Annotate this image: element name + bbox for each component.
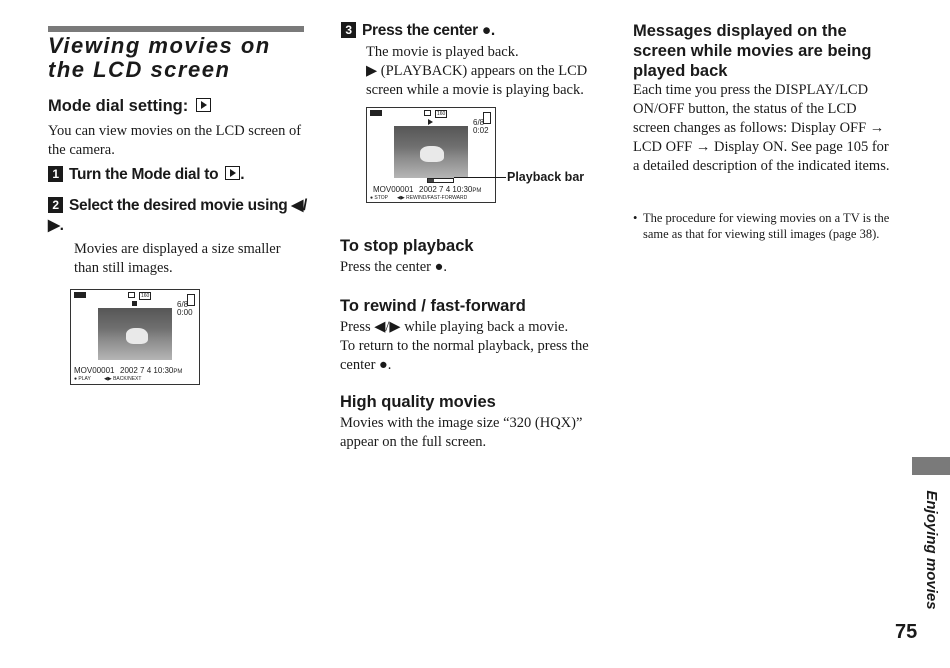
image-counter: 6/8 (177, 300, 189, 309)
bullet-mark: • (633, 211, 638, 225)
page-number: 75 (895, 621, 918, 643)
back-next-hint: ◀▶ BACK/NEXT (104, 376, 142, 382)
stop-playback-heading: To stop playback (340, 237, 474, 255)
file-name: MOV00001 (373, 185, 414, 194)
step-1: 1 Turn the Mode dial to . (48, 165, 308, 185)
step-3-body-line1: The movie is played back. (366, 44, 519, 60)
step-3-text: Press the center ●. (362, 22, 495, 39)
image-counter: 6/8 (473, 118, 485, 127)
stop-hint: ● STOP (370, 195, 388, 201)
step-3-body (366, 43, 601, 100)
title-rule (48, 26, 304, 32)
step-2-text: Select the desired movie using ◀/▶. (48, 197, 308, 234)
battery-icon (74, 292, 86, 298)
messages-heading: Messages displayed on the screen while movies are being played back (633, 22, 872, 80)
step-3 (341, 21, 601, 41)
playback-mode-icon (225, 166, 240, 180)
movie-thumbnail (98, 308, 172, 360)
recording-date-text: 2002 7 4 10:30 (419, 185, 473, 194)
recording-date-ampm: PM (472, 188, 482, 194)
movie-mode-icon (128, 292, 135, 298)
hq-movies-heading: High quality movies (340, 393, 496, 411)
step-3-body-line2: ▶ (PLAYBACK) appears on the LCD screen while a movie is playing back. (366, 63, 588, 98)
rewind-body (340, 318, 602, 375)
file-name: MOV00001 (74, 366, 115, 375)
step-2 (48, 196, 310, 236)
recording-date (419, 185, 481, 194)
movie-frame (394, 126, 468, 178)
playback-bar (427, 178, 454, 183)
rewind-body-line1: Press ◀/▶ while playing back a movie. (340, 319, 569, 335)
movie-mode-icon (424, 110, 431, 116)
memory-card-icon (483, 112, 491, 124)
memory-card-icon (187, 294, 195, 306)
image-size-indicator: 160 (437, 111, 446, 117)
messages-body: Each time you press the DISPLAY/LCD ON/OFF button, the status of the LCD screen changes as follows: Display OFF → LCD OFF → Display ON. See page 105 for a detailed description of the indicated items. (633, 82, 890, 174)
hq-movies-body: Movies with the image size “320 (HQX)” appear on the full screen. (340, 415, 583, 450)
step-2-number: 2 (48, 197, 63, 213)
recording-date (120, 366, 182, 375)
lcd-playback-illustration (366, 107, 496, 203)
playback-mode-icon (196, 98, 211, 112)
step-1-number: 1 (48, 166, 63, 182)
lcd-screen-illustration (70, 289, 200, 385)
playback-indicator-icon (428, 119, 433, 125)
stop-indicator-icon (132, 301, 137, 306)
dog-figure (126, 328, 148, 344)
mode-dial-heading-text: Mode dial setting: (48, 97, 189, 115)
step-1-text: Turn the Mode dial to (69, 166, 219, 183)
page-title: Viewing movies on the LCD screen (48, 33, 271, 82)
elapsed-time: 0:02 (473, 126, 489, 135)
rewind-heading: To rewind / fast-forward (340, 297, 526, 315)
recording-date-text: 2002 7 4 10:30 (120, 366, 174, 375)
stop-playback-body: Press the center ●. (340, 259, 448, 275)
dog-figure (420, 146, 444, 162)
callout-line (454, 177, 506, 178)
playback-bar-fill (428, 179, 434, 182)
battery-icon (370, 110, 382, 116)
play-hint: ● PLAY (74, 376, 91, 382)
tv-viewing-note-text: The procedure for viewing movies on a TV is the same as that for viewing still images (page 38). (643, 211, 890, 241)
step-2-body: Movies are displayed a size smaller than still images. (74, 241, 281, 276)
playback-bar-callout: Playback bar (507, 170, 585, 184)
recording-date-ampm: PM (173, 369, 183, 375)
rewind-body-line2: To return to the normal playback, press the center ●. (340, 338, 589, 373)
step-3-number: 3 (341, 22, 356, 38)
tv-viewing-note (633, 210, 891, 242)
mode-dial-intro: You can view movies on the LCD screen of the camera. (48, 123, 302, 158)
image-size-indicator: 160 (141, 293, 150, 299)
rewind-ff-hint: ◀▶ REWIND/FAST-FORWARD (397, 195, 468, 201)
elapsed-time: 0:00 (177, 308, 193, 317)
section-tab (912, 457, 950, 475)
section-label: Enjoying movies (923, 490, 940, 610)
mode-dial-heading (48, 96, 211, 116)
